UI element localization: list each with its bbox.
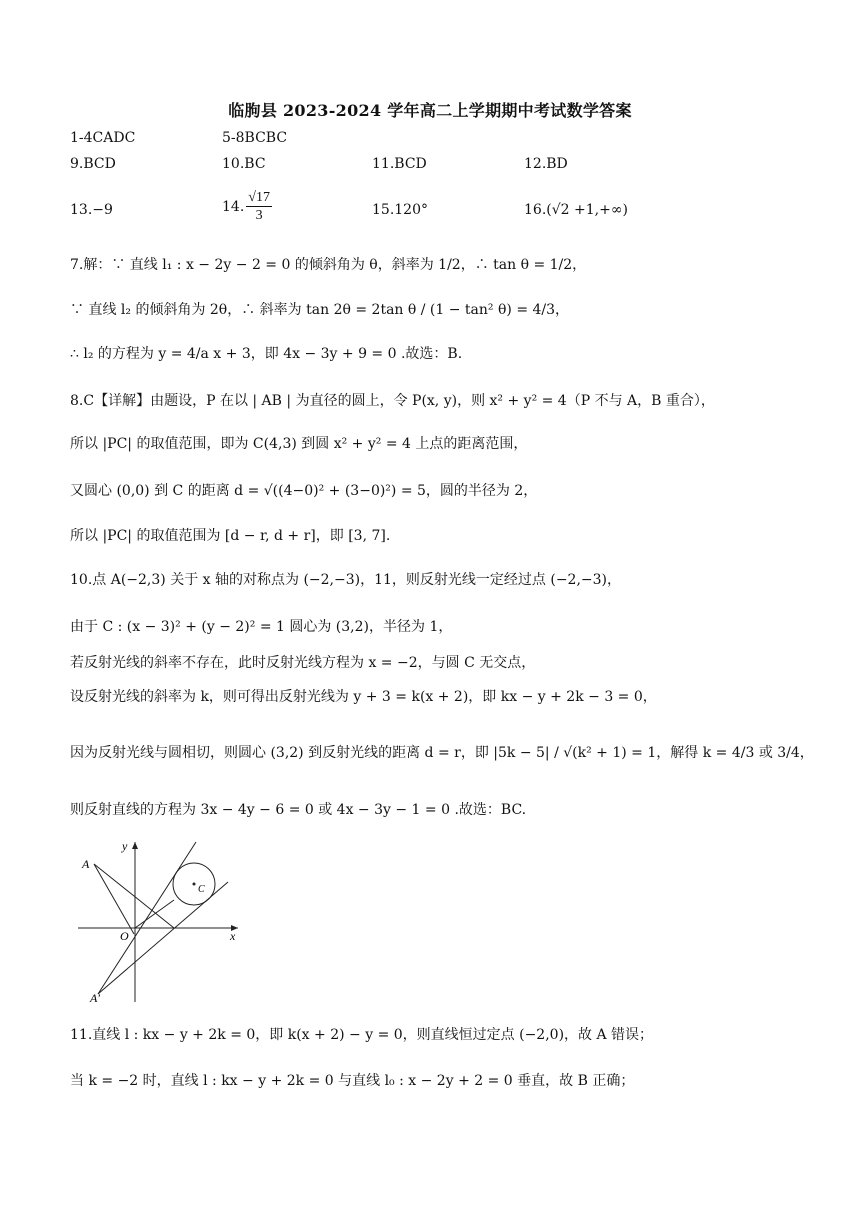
q10-line-5: 因为反射光线与圆相切，则圆心 (3,2) 到反射光线的距离 d = r，即 |5k − 5| / √(k² + 1) = 1，解得 k = 4/3 或 3/4， <box>70 745 814 761</box>
answer-12: 12.BD <box>524 156 568 172</box>
incident-ray <box>94 864 174 928</box>
answer-14-denominator: 3 <box>255 208 263 224</box>
answer-11: 11.BCD <box>372 156 427 172</box>
label-c: C <box>198 884 205 895</box>
q8-line-4: 所以 |PC| 的取值范围为 [d − r, d + r]，即 [3, 7]. <box>70 528 391 544</box>
q11-line-2: 当 k = −2 时，直线 l : kx − y + 2k = 0 与直线 l₀ : x − 2y + 2 = 0 垂直，故 B 正确； <box>70 1073 635 1089</box>
label-x: x <box>230 929 236 943</box>
q10-line-6: 则反射直线的方程为 3x − 4y − 6 = 0 或 4x − 3y − 1 = 0 .故选：BC. <box>70 802 527 818</box>
q10-line-2: 由于 C : (x − 3)² + (y − 2)² = 1 圆心为 (3,2)，半径为 1， <box>70 619 453 635</box>
label-y: y <box>122 839 128 853</box>
label-a-prime: A′ <box>90 991 100 1005</box>
q10-line-3: 若反射光线的斜率不存在，此时反射光线方程为 x = −2，与圆 C 无交点， <box>70 655 536 671</box>
q10-line-4: 设反射光线的斜率为 k，则可得出反射光线为 y + 3 = k(x + 2)，即 kx − y + 2k − 3 = 0， <box>70 689 657 705</box>
q8-line-2: 所以 |PC| 的取值范围，即为 C(4,3) 到圆 x² + y² = 4 上点的距离范围， <box>70 436 528 452</box>
label-a: A <box>82 857 90 871</box>
q7-line-2: ∵ 直线 l₂ 的倾斜角为 2θ，∴ 斜率为 tan 2θ = 2tan θ / (1 − tan² θ) = 4/3， <box>70 302 570 318</box>
answer-13: 13.−9 <box>70 202 113 218</box>
answer-16: 16.(√2 +1,+∞) <box>524 202 628 218</box>
answer-10: 10.BC <box>222 156 266 172</box>
label-o: O <box>120 929 129 943</box>
reflection-diagram <box>78 834 248 1006</box>
answer-1-4: 1-4CADC <box>70 130 136 146</box>
q7-line-1: 7.解：∵ 直线 l₁ : x − 2y − 2 = 0 的倾斜角为 θ，斜率为 1/2，∴ tan θ = 1/2， <box>70 257 587 273</box>
circle-center <box>193 883 196 886</box>
q11-line-1: 11.直线 l : kx − y + 2k = 0，即 k(x + 2) − y = 0，则直线恒过定点 (−2,0)，故 A 错误； <box>70 1027 654 1043</box>
answer-9: 9.BCD <box>70 156 116 172</box>
page-title: 临朐县 2023-2024 学年高二上学期期中考试数学答案 <box>228 101 632 120</box>
q10-line-1: 10.点 A(−2,3) 关于 x 轴的对称点为 (−2,−3)，11，则反射光线一定经过点 (−2,−3)， <box>70 572 622 588</box>
q8-line-1: 8.C【详解】由题设，P 在以 | AB | 为直径的圆上，令 P(x, y)，则 x² + y² = 4（P 不与 A，B 重合）， <box>70 393 715 409</box>
answer-14 <box>222 190 274 224</box>
q8-line-3: 又圆心 (0,0) 到 C 的距离 d = √((4−0)² + (3−0)²) = 5，圆的半径为 2， <box>70 483 538 499</box>
answer-15: 15.120° <box>372 202 428 218</box>
answer-14-prefix: 14. <box>222 198 245 215</box>
tangent-line-1 <box>98 842 196 994</box>
y-axis-arrow <box>132 842 138 849</box>
answer-14-numerator: √17 <box>246 190 272 207</box>
answer-5-8: 5-8BCBC <box>222 130 288 146</box>
q7-line-3: ∴ l₂ 的方程为 y = 4/a x + 3，即 4x − 3y + 9 = 0 .故选：B. <box>70 346 463 362</box>
incident-ray-2 <box>94 864 134 934</box>
